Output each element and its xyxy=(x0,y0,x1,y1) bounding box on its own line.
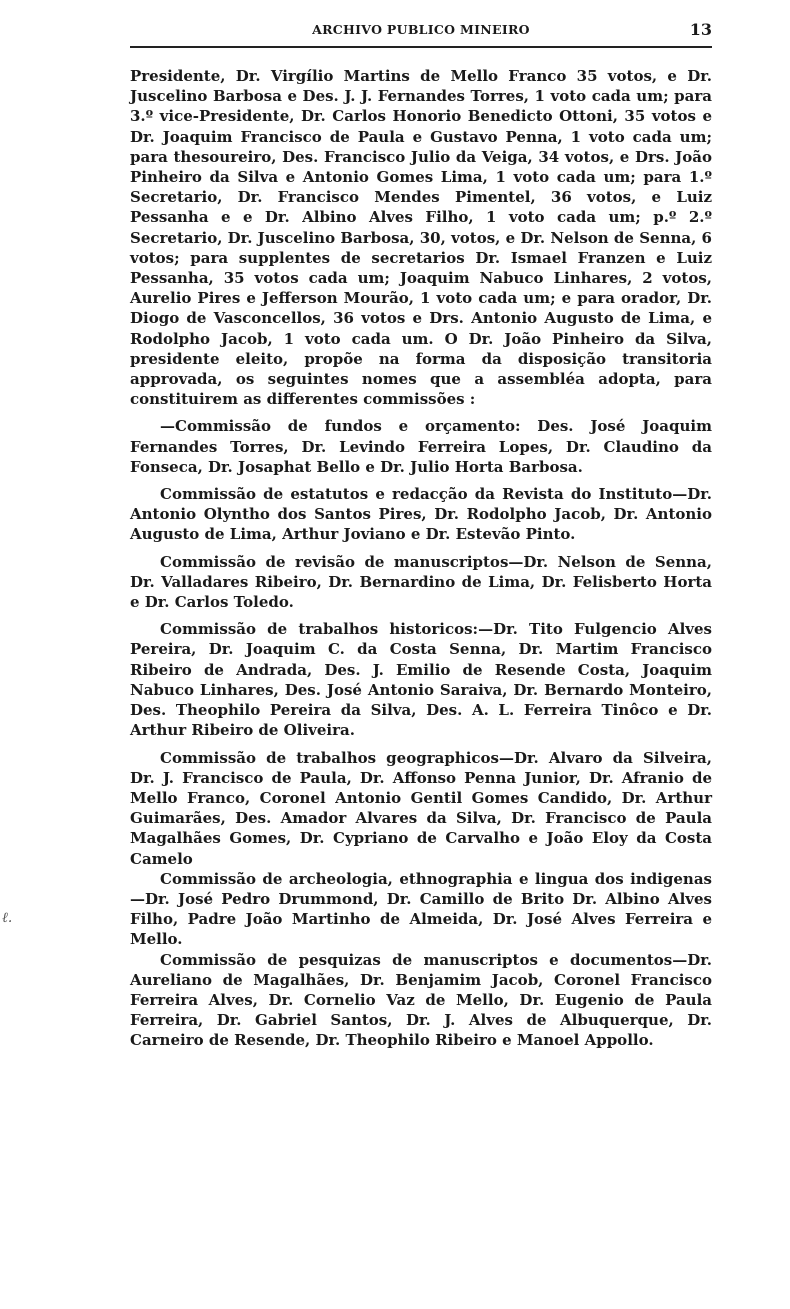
page-number: 13 xyxy=(689,20,712,39)
paragraph-commissao-historicos: Commissão de trabalhos historicos:—Dr. Tito Fulgencio Alves Pereira, Dr. Joaquim C. da Costa Senna, Dr. Martim Francisco Ribeiro de Andrada, Des. J. Emilio de Resende Costa, Joaquim Nabuco Linhares, Des. José Antonio Saraiva, Dr. Bernardo Monteiro, Des. Theophilo Pereira da Silva, Des. A. L. Ferreira Tinôco e Dr. Arthur Ribeiro de Oliveira. xyxy=(130,620,712,740)
paragraph-commissao-manuscritos: Commissão de revisão de manuscriptos—Dr. Nelson de Senna, Dr. Valladares Ribeiro, Dr. Bernardino de Lima, Dr. Felisberto Horta e Dr. Carlos Toledo. xyxy=(130,552,712,612)
paragraph-commissao-geographicos: Commissão de trabalhos geographicos—Dr. Alvaro da Silveira, Dr. J. Francisco de Paula, Dr. Affonso Penna Junior, Dr. Afranio de Mello Franco, Coronel Antonio Gentil Gomes Candido, Dr. Arthur Guimarães, Des. Amador Alvares da Silva, Dr. Francisco de Paula Magalhães Gomes, Dr. Cypriano de Carvalho e João Eloy da Costa Camelo xyxy=(130,748,712,868)
body-text xyxy=(130,66,712,1051)
paragraph-commissao-fundos: —Commissão de fundos e orçamento: Des. José Joaquim Fernandes Torres, Dr. Levindo Ferreira Lopes, Dr. Claudino da Fonseca, Dr. Josaphat Bello e Dr. Julio Horta Barbosa. xyxy=(130,417,712,476)
margin-annotation: ℓ. xyxy=(2,910,13,926)
paragraph-commissao-archeologia: Commissão de archeologia, ethnographia e lingua dos indigenas—Dr. José Pedro Drummond, Dr. Camillo de Brito Dr. Albino Alves Filho, Padre João Martinho de Almeida, Dr. José Alves Ferreira e Mello. xyxy=(130,869,712,949)
paragraph-commissao-estatutos: Commissão de estatutos e redacção da Revista do Instituto—Dr. Antonio Olyntho dos Santos Pires, Dr. Rodolpho Jacob, Dr. Antonio Augusto de Lima, Arthur Joviano e Dr. Estevão Pinto. xyxy=(130,485,712,544)
page-header xyxy=(130,22,712,44)
paragraph-election-results: Presidente, Dr. Virgílio Martins de Mello Franco 35 votos, e Dr. Juscelino Barbosa e Des. J. J. Fernandes Torres, 1 voto cada um; para 3.º vice-Presidente, Dr. Carlos Honorio Benedicto Ottoni, 35 votos e Dr. Joaquim Francisco de Paula e Gustavo Penna, 1 voto cada um; para thesoureiro, Des. Francisco Julio da Veiga, 34 votos, e Drs. João Pinheiro da Silva e Antonio Gomes Lima, 1 voto cada um; para 1.º Secretario, Dr. Francisco Mendes Pimentel, 36 votos, e Luiz Pessanha e e Dr. Albino Alves Filho, 1 voto cada um; p.º 2.º Secretario, Dr. Juscelino Barbosa, 30, votos, e Dr. Nelson de Senna, 6 votos; para supplentes de secretarios Dr. Ismael Franzen e Luiz Pessanha, 35 votos cada um; Joaquim Nabuco Linhares, 2 votos, Aurelio Pires e Jefferson Mourão, 1 voto cada um; e para orador, Dr. Diogo de Vasconcellos, 36 votos e Drs. Antonio Augusto de Lima, e Rodolpho Jacob, 1 voto cada um. O Dr. João Pinheiro da Silva, presidente eleito, propõe na forma da disposição transitoria approvada, os seguintes nomes que a assembléa adopta, para constituirem as differentes commissões : xyxy=(130,67,712,409)
header-rule xyxy=(130,46,712,48)
paragraph-commissao-pesquizas: Commissão de pesquizas de manuscriptos e documentos—Dr. Aureliano de Magalhães, Dr. Benjamim Jacob, Coronel Francisco Ferreira Alves, Dr. Cornelio Vaz de Mello, Dr. Eugenio de Paula Ferreira, Dr. Gabriel Santos, Dr. J. Alves de Albuquerque, Dr. Carneiro de Resende, Dr. Theophilo Ribeiro e Manoel Appollo. xyxy=(130,950,712,1050)
running-title: ARCHIVO PUBLICO MINEIRO xyxy=(312,22,530,37)
